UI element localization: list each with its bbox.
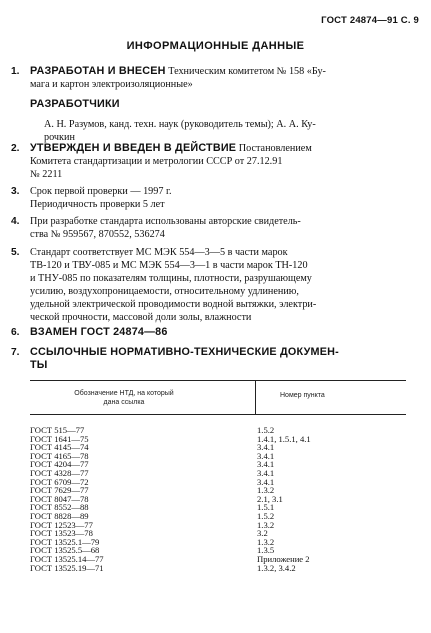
authors-text: рочкин — [44, 132, 75, 143]
section-text: усилию, воздухопроницаемости, относительному удлинению, — [30, 286, 299, 297]
section-3 — [11, 185, 412, 211]
section-text: № 2211 — [30, 169, 63, 180]
section-text: Периодичность проверки 5 лет — [30, 199, 165, 210]
cell-item: 3.4.1 — [257, 442, 275, 453]
subheading-developers: РАЗРАБОТЧИКИ — [30, 98, 120, 110]
section-number: 4. — [11, 216, 20, 227]
section-5 — [11, 246, 412, 324]
section-7 — [11, 346, 412, 372]
cell-document: ГОСТ 8828—89 — [30, 510, 89, 521]
page-header: ГОСТ 24874—91 С. 9 — [321, 15, 419, 26]
cell-document: ГОСТ 8552—88 — [30, 502, 89, 513]
section-heading: ВЗАМЕН ГОСТ 24874—86 — [30, 326, 168, 338]
section-number: 1. — [11, 66, 20, 77]
cell-document: ГОСТ 13525.5—68 — [30, 545, 100, 556]
section-number: 2. — [11, 143, 20, 154]
cell-document: ГОСТ 13525.1—79 — [30, 536, 100, 547]
section-text: ТВ-120 и ТВУ-085 и МС МЭК 554—3—1 в части марок ТН-120 — [30, 260, 308, 271]
section-text: ства № 959567, 870552, 536274 — [30, 229, 165, 240]
cell-item: 3.4.1 — [257, 459, 275, 470]
section-heading: ТЫ — [30, 359, 48, 371]
section-heading: ССЫЛОЧНЫЕ НОРМАТИВНО-ТЕХНИЧЕСКИЕ ДОКУМЕН- — [30, 346, 339, 358]
section-heading: УТВЕРЖДЕН И ВВЕДЕН В ДЕЙСТВИЕ — [30, 142, 237, 154]
cell-document: ГОСТ 4204—77 — [30, 459, 89, 470]
cell-document: ГОСТ 4165—78 — [30, 450, 89, 461]
cell-item: Приложение 2 — [257, 553, 310, 564]
cell-item: 1.3.2 — [257, 485, 275, 496]
section-6 — [11, 326, 412, 339]
cell-document: ГОСТ 13523—78 — [30, 528, 93, 539]
cell-document: ГОСТ 13525.14—77 — [30, 553, 104, 564]
section-text: и ТНУ-085 по показателям толщины, плотности, разрушающему — [30, 273, 312, 284]
cell-item: 3.2 — [257, 528, 268, 539]
cell-item: 1.3.2, 3.4.2 — [257, 562, 296, 573]
table-header — [30, 381, 406, 414]
cell-item: 1.3.2 — [257, 536, 275, 547]
section-2 — [11, 142, 412, 181]
section-heading: РАЗРАБОТАН И ВНЕСЕН — [30, 65, 166, 77]
cell-document: ГОСТ 6709—72 — [30, 476, 89, 487]
section-text: Техническим комитетом № 158 «Бу- — [168, 66, 326, 77]
cell-item: 3.4.1 — [257, 476, 275, 487]
cell-item: 1.5.2 — [257, 425, 275, 435]
section-text: Срок первой проверки — 1997 г. — [30, 186, 172, 197]
cell-item: 1.3.2 — [257, 519, 275, 530]
section-text: Постановлением — [238, 143, 312, 154]
table-row — [30, 564, 406, 573]
section-number: 7. — [11, 347, 20, 358]
authors-text: А. Н. Разумов, канд. техн. наук (руководитель темы); А. А. Ку- — [44, 119, 316, 130]
cell-document: ГОСТ 13525.19—71 — [30, 562, 104, 573]
column-header-document: Обозначение НТД, на который дана ссылка — [74, 390, 174, 406]
cell-item: 2.1, 3.1 — [257, 493, 283, 504]
column-divider — [255, 381, 256, 414]
section-text: При разработке стандарта использованы авторские свидетель- — [30, 216, 301, 227]
section-1 — [11, 65, 412, 144]
cell-document: ГОСТ 515—77 — [30, 425, 85, 435]
cell-item: 1.5.1 — [257, 502, 275, 513]
section-number: 5. — [11, 247, 20, 258]
cell-document: ГОСТ 1641—75 — [30, 433, 89, 444]
section-text: удельной электрической проводимости водной вытяжки, электри- — [30, 299, 317, 310]
table-header-rule — [30, 414, 406, 415]
reference-table — [30, 380, 406, 573]
cell-item: 3.4.1 — [257, 450, 275, 461]
cell-document: ГОСТ 4145—74 — [30, 442, 89, 453]
section-text: Комитета стандартизации и метрологии СССР от 27.12.91 — [30, 156, 283, 167]
cell-document: ГОСТ 12523—77 — [30, 519, 93, 530]
page-title: ИНФОРМАЦИОННЫЕ ДАННЫЕ — [126, 40, 305, 52]
cell-document: ГОСТ 4328—77 — [30, 467, 89, 478]
section-text: мага и картон электроизоляционные» — [30, 79, 193, 90]
column-header-item: Номер пункта — [280, 392, 325, 399]
section-number: 3. — [11, 186, 20, 197]
cell-document: ГОСТ 8047—78 — [30, 493, 89, 504]
cell-item: 3.4.1 — [257, 467, 275, 478]
table-body — [30, 426, 406, 572]
cell-item: 1.3.5 — [257, 545, 275, 556]
cell-item: 1.4.1, 1.5.1, 4.1 — [257, 433, 311, 444]
section-4 — [11, 215, 412, 241]
cell-document: ГОСТ 7629—77 — [30, 485, 89, 496]
section-number: 6. — [11, 327, 20, 338]
section-text: ческой прочности, массовой доли золы, влажности — [30, 312, 252, 323]
cell-item: 1.5.2 — [257, 510, 275, 521]
section-text: Стандарт соответствует МС МЭК 554—3—5 в части марок — [30, 247, 288, 258]
